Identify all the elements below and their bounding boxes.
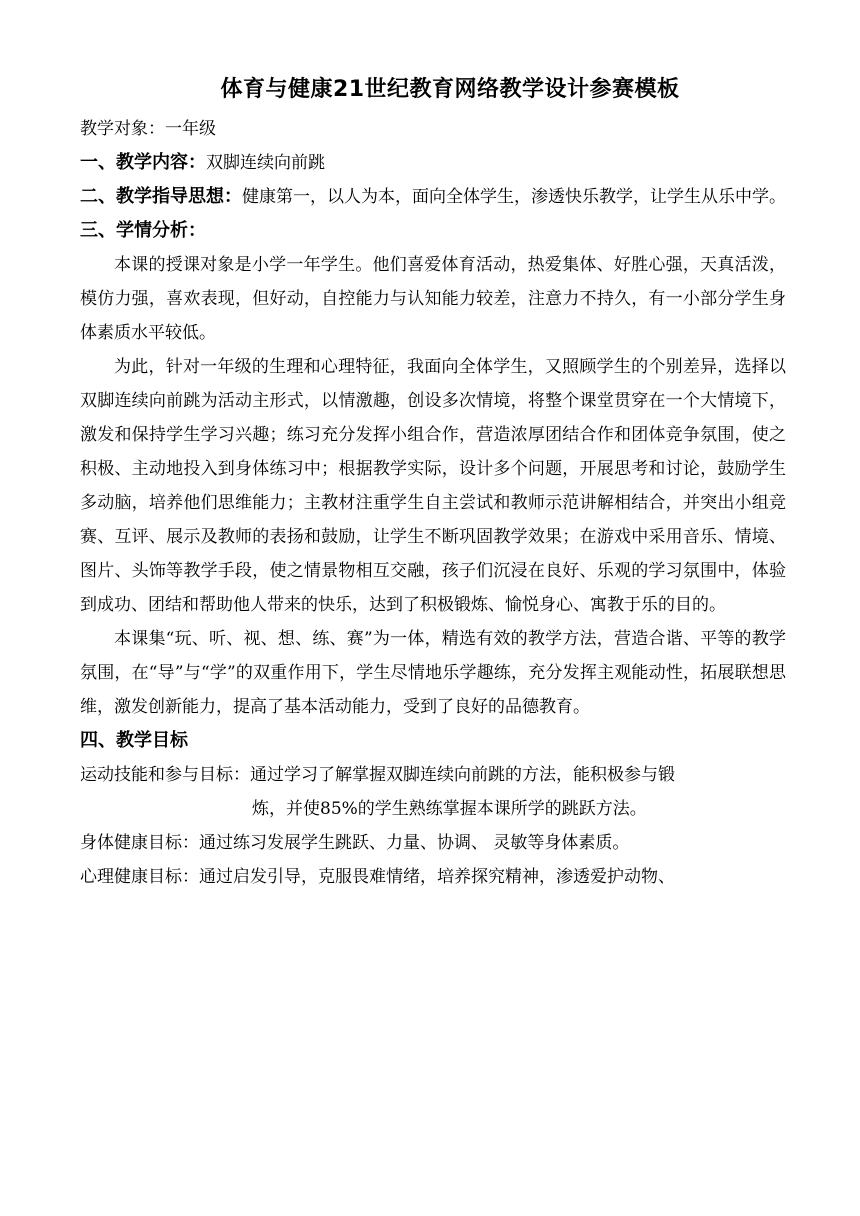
goal-label: 身体健康目标： [80, 833, 199, 853]
section-heading: 一、教学内容： [80, 152, 206, 173]
section-heading: 二、教学指导思想： [80, 186, 242, 207]
goal-item [80, 826, 786, 860]
goal-item [80, 860, 786, 894]
goal-text: 通过练习发展学生跳跃、力量、协调、 灵敏等身体素质。 [199, 833, 630, 853]
goal-item [80, 758, 786, 792]
paragraph: 为此，针对一年级的生理和心理特征，我面向全体学生，又照顾学生的个别差异，选择以双脚连续向前跳为活动主形式，以情激趣，创设多次情境，将整个课堂贯穿在一个大情境下，激发和保持学生学习兴趣；练习充分发挥小组合作，营造浓厚团结合作和团体竞争氛围，使之积极、主动地投入到身体练习中；根据教学实际，设计多个问题，开展思考和讨论，鼓励学生多动脑，培养他们思维能力；主教材注重学生自主尝试和教师示范讲解相结合，并突出小组竞赛、互评、展示及教师的表扬和鼓励，让学生不断巩固教学效果；在游戏中采用音乐、情境、图片、头饰等教学手段，使之情景物相互交融，孩子们沉浸在良好、乐观的学习氛围中，体验到成功、团结和帮助他人带来的快乐，达到了积极锻炼、愉悦身心、寓教于乐的目的。 [80, 357, 786, 615]
document-body [80, 112, 786, 894]
section-learner-analysis-heading: 三、学情分析： [80, 220, 206, 241]
paragraph: 本课集“玩、听、视、想、练、赛”为一体，精选有效的教学方法，营造合谐、平等的教学氛围，在“导”与“学”的双重作用下，学生尽情地乐学趣练，充分发挥主观能动性，拓展联想思维，激发创新能力，提高了基本活动能力，受到了良好的品德教育。 [80, 629, 786, 717]
section-teaching-goals-heading: 四、教学目标 [80, 730, 188, 751]
goal-label: 心理健康目标： [80, 867, 199, 887]
goal-text: 通过学习了解掌握双脚连续向前跳的方法，能积极参与锻 [250, 765, 675, 785]
section-text: 健康第一，以人为本，面向全体学生，渗透快乐教学，让学生从乐中学。 [242, 187, 786, 207]
goal-text: 通过启发引导，克服畏难情绪，培养探究精神，渗透爱护动物、 [199, 867, 675, 887]
section-guiding-idea [80, 180, 786, 214]
goal-continuation: 炼，并使85%的学生熟练掌握本课所学的跳跃方法。 [252, 799, 647, 819]
section-text: 双脚连续向前跳 [206, 153, 325, 173]
goal-label: 运动技能和参与目标： [80, 765, 250, 785]
document-title: 体育与健康21世纪教育网络教学设计参赛模板 [220, 77, 680, 102]
paragraph: 本课的授课对象是小学一年学生。他们喜爱体育活动，热爱集体、好胜心强，天真活泼，模仿力强，喜欢表现，但好动，自控能力与认知能力较差，注意力不持久，有一小部分学生身体素质水平较低。 [80, 255, 786, 343]
section-teaching-content [80, 146, 786, 180]
teaching-target-line: 教学对象：一年级 [80, 119, 216, 139]
